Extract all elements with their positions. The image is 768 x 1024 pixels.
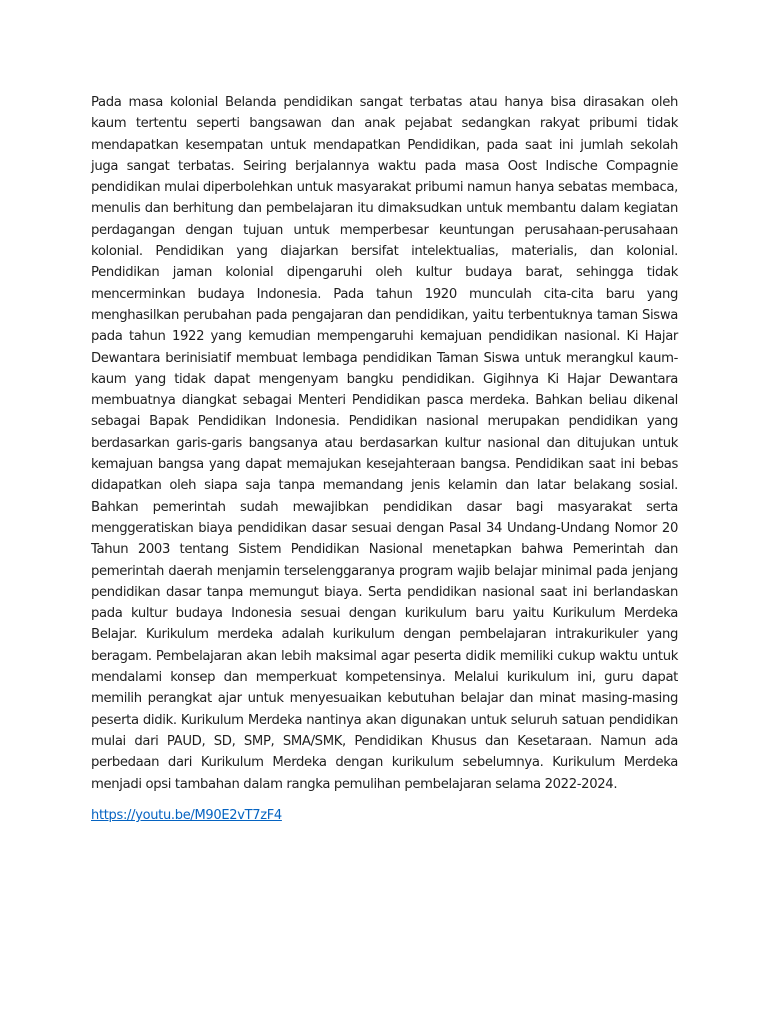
youtube-link[interactable]: https://youtu.be/M90E2vT7zF4: [91, 808, 282, 823]
link-line: [91, 806, 282, 826]
body-paragraph: Pada masa kolonial Belanda pendidikan sangat terbatas atau hanya bisa dirasakan oleh kaum tertentu seperti bangsawan dan anak pejabat sedangkan rakyat pribumi tidak mendapatkan kesempatan untuk mendapatkan Pendidikan, pada saat ini jumlah sekolah juga sangat terbatas. Seiring berjalannya waktu pada masa Oost Indische Compagnie pendidikan mulai diperbolehkan untuk masyarakat pribumi namun hanya sebatas membaca, menulis dan berhitung dan pembelajaran itu dimaksudkan untuk membantu dalam kegiatan perdagangan dengan tujuan untuk memperbesar keuntungan perusahaan-perusahaan kolonial. Pendidikan yang diajarkan bersifat intelektualias, materialis, dan kolonial. Pendidikan jaman kolonial dipengaruhi oleh kultur budaya barat, sehingga tidak mencerminkan budaya Indonesia. Pada tahun 1920 munculah cita-cita baru yang menghasilkan perubahan pada pengajaran dan pendidikan, yaitu terbentuknya taman Siswa pada tahun 1922 yang kemudian mempengaruhi kemajuan pendidikan nasional. Ki Hajar Dewantara berinisiatif membuat lembaga pendidikan Taman Siswa untuk merangkul kaum-kaum yang tidak dapat mengenyam bangku pendidikan. Gigihnya Ki Hajar Dewantara membuatnya diangkat sebagai Menteri Pendidikan pasca merdeka. Bahkan beliau dikenal sebagai Bapak Pendidikan Indonesia. Pendidikan nasional merupakan pendidikan yang berdasarkan garis-garis bangsanya atau berdasarkan kultur nasional dan ditujukan untuk kemajuan bangsa yang dapat memajukan kesejahteraan bangsa. Pendidikan saat ini bebas didapatkan oleh siapa saja tanpa memandang jenis kelamin dan latar belakang sosial. Bahkan pemerintah sudah mewajibkan pendidikan dasar bagi masyarakat serta menggeratiskan biaya pendidikan dasar sesuai dengan Pasal 34 Undang-Undang Nomor 20 Tahun 2003 tentang Sistem Pendidikan Nasional menetapkan bahwa Pemerintah dan pemerintah daerah menjamin terselenggaranya program wajib belajar minimal pada jenjang pendidikan dasar tanpa memungut biaya. Serta pendidikan nasional saat ini berlandaskan pada kultur budaya Indonesia sesuai dengan kurikulum baru yaitu Kurikulum Merdeka Belajar. Kurikulum merdeka adalah kurikulum dengan pembelajaran intrakurikuler yang beragam. Pembelajaran akan lebih maksimal agar peserta didik memiliki cukup waktu untuk mendalami konsep dan memperkuat kompetensinya. Melalui kurikulum ini, guru dapat memilih perangkat ajar untuk menyesuaikan kebutuhan belajar dan minat masing-masing peserta didik. Kurikulum Merdeka nantinya akan digunakan untuk seluruh satuan pendidikan mulai dari PAUD, SD, SMP, SMA/SMK, Pendidikan Khusus dan Kesetaraan. Namun ada perbedaan dari Kurikulum Merdeka dengan kurikulum sebelumnya. Kurikulum Merdeka menjadi opsi tambahan dalam rangka pemulihan pembelajaran selama 2022-2024.: [91, 95, 678, 792]
